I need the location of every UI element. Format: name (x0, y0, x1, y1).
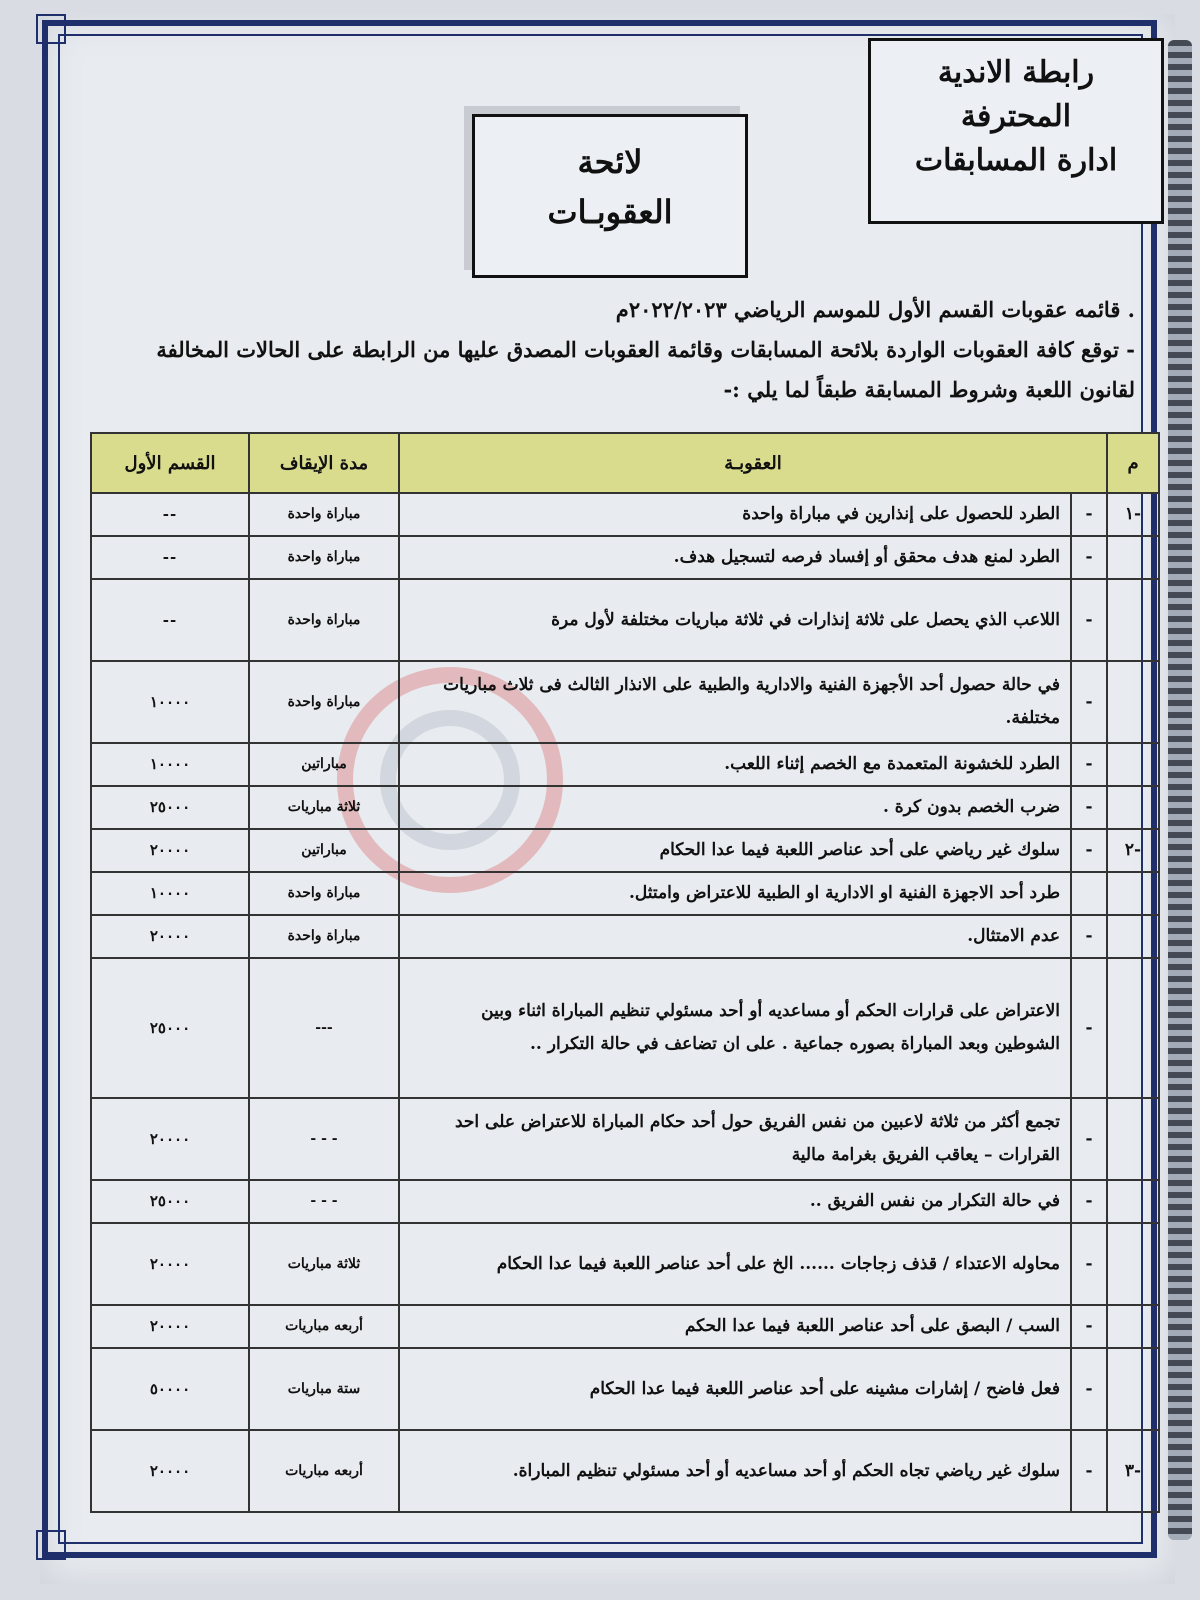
table-row (91, 1098, 1159, 1180)
fine-amount: ٢٠٠٠٠ (91, 1223, 249, 1305)
row-dash: - (1071, 743, 1107, 786)
row-number (1107, 915, 1159, 958)
row-number (1107, 872, 1159, 915)
suspension-duration: مباراة واحدة (249, 661, 399, 743)
header-fine: القسم الأول (91, 433, 249, 493)
intro-line-1: . قائمه عقوبات القسم الأول للموسم الرياضي ٢٠٢٢/٢٠٢٣م (615, 297, 1135, 322)
row-dash: - (1071, 958, 1107, 1098)
row-number (1107, 661, 1159, 743)
table-row (91, 1348, 1159, 1430)
row-dash: - (1071, 829, 1107, 872)
fine-amount: -- (91, 579, 249, 661)
row-dash: - (1071, 1430, 1107, 1512)
organization-header (868, 38, 1164, 224)
row-dash: - (1071, 1305, 1107, 1348)
row-dash: - (1071, 661, 1107, 743)
table-row (91, 872, 1159, 915)
penalty-text: الطرد للخشونة المتعمدة مع الخصم إثناء اللعب. (399, 743, 1071, 786)
suspension-duration: مباراة واحدة (249, 872, 399, 915)
row-dash: - (1071, 1223, 1107, 1305)
table-row (91, 786, 1159, 829)
table-row (91, 536, 1159, 579)
table-row (91, 493, 1159, 536)
penalty-text: في حالة التكرار من نفس الفريق .. (399, 1180, 1071, 1223)
spiral-binding (1168, 40, 1192, 1540)
fine-amount: ٥٠٠٠٠ (91, 1348, 249, 1430)
fine-amount: ٢٠٠٠٠ (91, 1305, 249, 1348)
row-dash: - (1071, 1098, 1107, 1180)
table-row (91, 915, 1159, 958)
row-dash: - (1071, 536, 1107, 579)
row-dash: - (1071, 1348, 1107, 1430)
penalty-text: عدم الامتثال. (399, 915, 1071, 958)
table-row (91, 1223, 1159, 1305)
table-row (91, 1430, 1159, 1512)
row-number (1107, 579, 1159, 661)
row-number (1107, 1305, 1159, 1348)
fine-amount: ٢٥٠٠٠ (91, 1180, 249, 1223)
org-line-3: ادارة المسابقات (914, 143, 1118, 178)
row-number: -٣ (1107, 1430, 1159, 1512)
table-row (91, 579, 1159, 661)
fine-amount: ٢٠٠٠٠ (91, 829, 249, 872)
row-number (1107, 1180, 1159, 1223)
row-dash: - (1071, 915, 1107, 958)
suspension-duration: مباراة واحدة (249, 536, 399, 579)
suspension-duration: أربعه مباريات (249, 1305, 399, 1348)
fine-amount: -- (91, 536, 249, 579)
row-number (1107, 1223, 1159, 1305)
penalty-text: سلوك غير رياضي تجاه الحكم أو أحد مساعديه أو أحد مسئولي تنظيم المباراة. (399, 1430, 1071, 1512)
org-line-2: المحترفة (960, 99, 1072, 134)
fine-amount: ١٠٠٠٠ (91, 743, 249, 786)
penalty-text: الطرد لمنع هدف محقق أو إفساد فرصه لتسجيل هدف. (399, 536, 1071, 579)
table-header-row (91, 433, 1159, 493)
fine-amount: ١٠٠٠٠ (91, 661, 249, 743)
penalty-text: سلوك غير رياضي على أحد عناصر اللعبة فيما عدا الحكام (399, 829, 1071, 872)
penalty-text: تجمع أكثر من ثلاثة لاعبين من نفس الفريق حول أحد حكام المباراة للاعتراض على احد القرارات – يعاقب الفريق بغرامة مالية (399, 1098, 1071, 1180)
doc-title-line-2: العقوبـات (547, 193, 673, 231)
suspension-duration: مباراتين (249, 829, 399, 872)
penalties-table (90, 432, 1160, 1513)
penalty-text: في حالة حصول أحد الأجهزة الفنية والادارية والطبية على الانذار الثالث فى ثلاث مباريات مختلفة. (399, 661, 1071, 743)
row-dash: - (1071, 1180, 1107, 1223)
header-duration: مدة الإيقاف (249, 433, 399, 493)
row-number (1107, 536, 1159, 579)
suspension-duration: --- (249, 958, 399, 1098)
row-dash: - (1071, 493, 1107, 536)
doc-title-line-1: لائحة (577, 143, 643, 181)
penalty-text: ضرب الخصم بدون كرة . (399, 786, 1071, 829)
row-number (1107, 1348, 1159, 1430)
fine-amount: ١٠٠٠٠ (91, 872, 249, 915)
fine-amount: ٢٠٠٠٠ (91, 1098, 249, 1180)
suspension-duration: - - - (249, 1180, 399, 1223)
suspension-duration: مباراة واحدة (249, 915, 399, 958)
row-number (1107, 786, 1159, 829)
penalty-text: فعل فاضح / إشارات مشينه على أحد عناصر اللعبة فيما عدا الحكام (399, 1348, 1071, 1430)
penalty-text: الطرد للحصول على إنذارين في مباراة واحدة (399, 493, 1071, 536)
header-penalty: العقوبـة (399, 433, 1107, 493)
suspension-duration: مباراتين (249, 743, 399, 786)
suspension-duration: مباراة واحدة (249, 579, 399, 661)
intro-text (150, 290, 1135, 410)
corner-ornament (36, 14, 66, 44)
document-title (472, 114, 748, 278)
fine-amount: ٢٥٠٠٠ (91, 958, 249, 1098)
penalty-text: اللاعب الذي يحصل على ثلاثة إنذارات في ثلاثة مباريات مختلفة لأول مرة (399, 579, 1071, 661)
fine-amount: ٢٥٠٠٠ (91, 786, 249, 829)
table-row (91, 829, 1159, 872)
org-line-1: رابطة الاندية (937, 55, 1095, 90)
penalty-text: السب / البصق على أحد عناصر اللعبة فيما عدا الحكم (399, 1305, 1071, 1348)
row-number (1107, 1098, 1159, 1180)
suspension-duration: - - - (249, 1098, 399, 1180)
penalty-text: محاوله الاعتداء / قذف زجاجات ...... الخ على أحد عناصر اللعبة فيما عدا الحكام (399, 1223, 1071, 1305)
corner-ornament (36, 1530, 66, 1560)
table-row (91, 1180, 1159, 1223)
suspension-duration: مباراة واحدة (249, 493, 399, 536)
row-dash (1071, 872, 1107, 915)
suspension-duration: ستة مباريات (249, 1348, 399, 1430)
suspension-duration: ثلاثة مباريات (249, 1223, 399, 1305)
fine-amount: ٢٠٠٠٠ (91, 1430, 249, 1512)
row-number: -١ (1107, 493, 1159, 536)
row-number (1107, 958, 1159, 1098)
row-number: -٢ (1107, 829, 1159, 872)
table-row (91, 743, 1159, 786)
table-row (91, 958, 1159, 1098)
row-dash: - (1071, 786, 1107, 829)
intro-line-2: - توقع كافة العقوبات الواردة بلائحة المسابقات وقائمة العقوبات المصدق عليها من الرابطة على الحالات المخالفة لقانون اللعبة وشروط المسابقة طبقاً لما يلي :- (156, 337, 1135, 402)
table-row (91, 661, 1159, 743)
row-number (1107, 743, 1159, 786)
penalty-text: الاعتراض على قرارات الحكم أو مساعديه أو أحد مسئولي تنظيم المباراة اثناء وبين الشوطين وبعد المباراة بصوره جماعية . على ان تضاعف في حالة التكرار .. (399, 958, 1071, 1098)
fine-amount: ٢٠٠٠٠ (91, 915, 249, 958)
row-dash: - (1071, 579, 1107, 661)
suspension-duration: أربعه مباريات (249, 1430, 399, 1512)
penalty-text: طرد أحد الاجهزة الفنية او الادارية او الطبية للاعتراض وامتثل. (399, 872, 1071, 915)
suspension-duration: ثلاثة مباريات (249, 786, 399, 829)
table-row (91, 1305, 1159, 1348)
fine-amount: -- (91, 493, 249, 536)
header-num: م (1107, 433, 1159, 493)
